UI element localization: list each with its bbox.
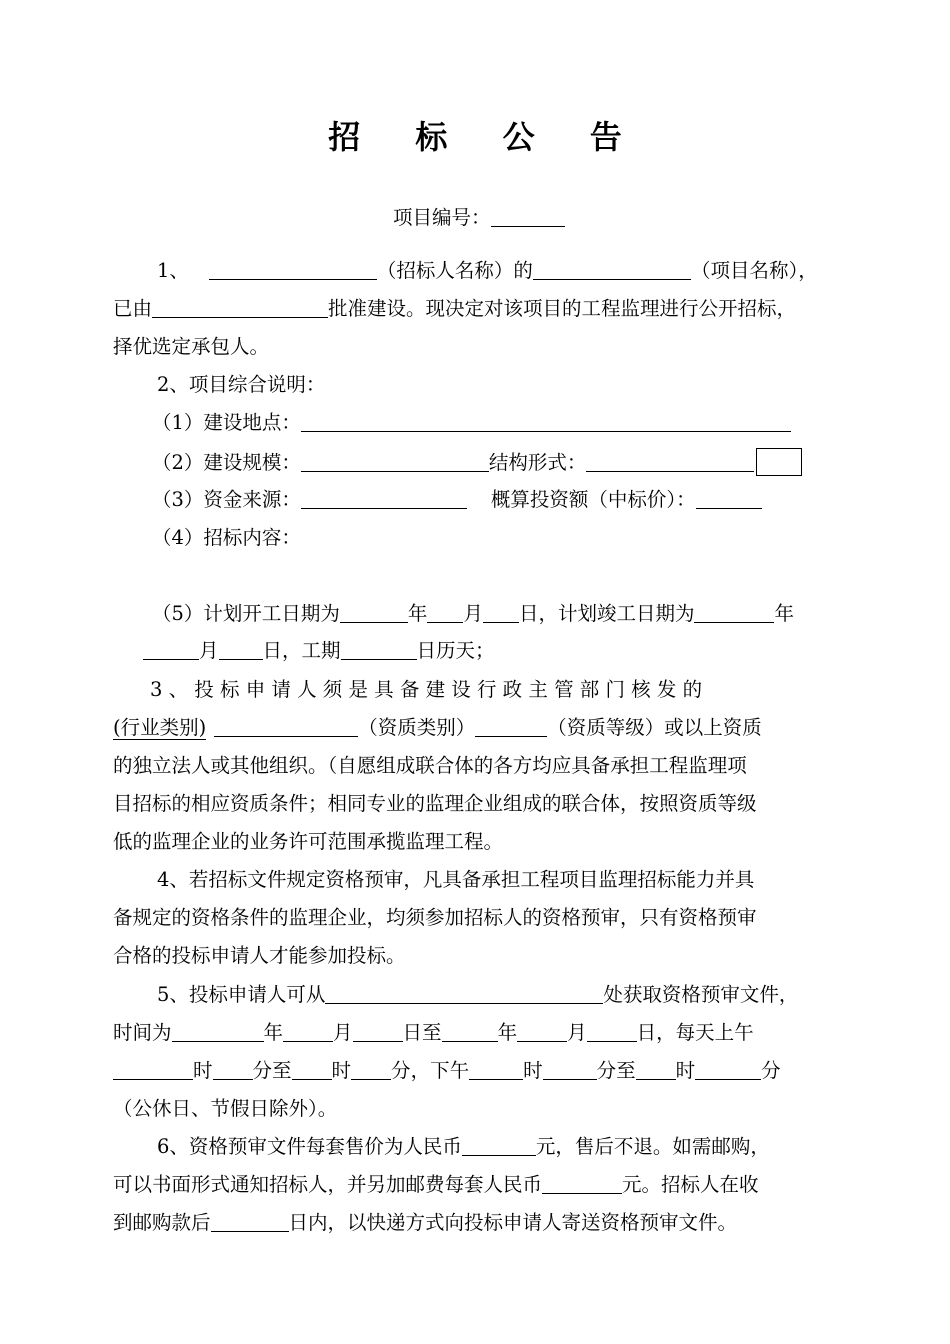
from-day-blank: [353, 1021, 403, 1042]
section-3-line-3: 的独立法人或其他组织。（自愿组成联合体的各方均应具备承担工程监理项: [113, 754, 747, 777]
finish-day-blank: [219, 639, 263, 660]
scale-blank: [301, 451, 489, 472]
month-label: 月: [567, 1021, 587, 1044]
minute-label: 分: [391, 1059, 411, 1082]
month-label: 月: [333, 1021, 353, 1044]
section-4-line-2: 备规定的资格条件的监理企业，均须参加招标人的资格预审，只有资格预审: [113, 906, 757, 929]
funding-blank: [301, 488, 467, 509]
year-label: 年: [774, 602, 794, 625]
daily-am-label: ，每天上午: [656, 1021, 754, 1044]
from-year-blank: [172, 1021, 264, 1042]
schedule-line-1: [152, 601, 912, 627]
section-6-line-3: [113, 1210, 873, 1236]
approved-by-label: 已由: [113, 297, 153, 320]
section-6-line-1: [157, 1134, 917, 1160]
am-end-hour-blank: [292, 1059, 332, 1080]
s1-prefix: 1、: [157, 259, 189, 282]
schedule-line-2: [143, 638, 903, 664]
section-2-heading: 2、项目综合说明：: [157, 373, 326, 396]
to-label: 日至: [402, 1021, 442, 1044]
am-end-min-blank: [351, 1059, 391, 1080]
year-label: 年: [407, 602, 428, 625]
postage-suffix: 元。招标人在收: [622, 1173, 759, 1196]
qual-type-label: （资质类别）: [358, 716, 476, 739]
location-line: [152, 410, 912, 436]
month-label: 月: [199, 639, 219, 662]
month-label: 月: [463, 602, 483, 625]
project-number-label: 项目编号：: [393, 206, 491, 229]
mail-suffix: 日内，以快递方式向投标申请人寄送资格预审文件。: [288, 1211, 738, 1234]
section-1-line-1: [157, 258, 877, 284]
postage-blank: [542, 1173, 622, 1194]
structure-box: [756, 448, 802, 476]
content-line: （4）招标内容：: [152, 526, 301, 549]
approval-text: 批准建设。现决定对该项目的工程监理进行公开招标，: [328, 297, 797, 320]
pm-start-min-blank: [543, 1059, 597, 1080]
day-label: 日: [518, 602, 539, 625]
section-1-line-3: 择优选定承包人。: [113, 335, 270, 358]
section-6-line-2: [113, 1172, 873, 1198]
qual-type-blank: [475, 716, 547, 737]
tenderer-name-label: （招标人名称）的: [376, 259, 533, 282]
hour-label: 时: [675, 1059, 696, 1082]
to-day-blank: [587, 1021, 637, 1042]
investment-label: 概算投资额（中标价）：: [490, 488, 696, 511]
hour-label: 时: [331, 1059, 352, 1082]
hour-label: 时: [193, 1059, 213, 1082]
price-blank: [462, 1135, 536, 1156]
schedule-finish-label: ，计划竣工日期为: [538, 602, 695, 625]
day-label: 日: [262, 639, 283, 662]
section-4-line-1: 4、若招标文件规定资格预审，凡具备承担工程项目监理招标能力并具: [157, 868, 755, 891]
price-label: 6、资格预审文件每套售价为人民币: [157, 1135, 462, 1158]
from-month-blank: [283, 1021, 333, 1042]
section-3-line-5: 低的监理企业的业务许可范围承揽监理工程。: [113, 830, 504, 853]
project-name-label: （项目名称），: [690, 259, 818, 282]
section-5-line-1: [157, 982, 917, 1008]
schedule-start-label: （5）计划开工日期为: [152, 602, 340, 625]
minute-to-label: 分至: [596, 1059, 636, 1082]
to-month-blank: [517, 1021, 567, 1042]
year-label: 年: [263, 1021, 284, 1044]
structure-blank: [586, 451, 754, 472]
section-3-line-2: [113, 715, 873, 741]
calendar-days-label: 日历天；: [416, 639, 495, 662]
day-label: 日: [636, 1021, 657, 1044]
time-label: 时间为: [113, 1021, 172, 1044]
price-suffix: 元，售后不退。如需邮购，: [535, 1135, 770, 1158]
pm-label: ，下午: [410, 1059, 470, 1082]
investment-blank: [696, 488, 762, 509]
postage-label: 可以书面形式通知招标人，并另加邮费每套人民币: [113, 1173, 543, 1196]
scale-line: [152, 448, 912, 476]
start-year-blank: [340, 602, 408, 623]
finish-year-blank: [694, 602, 774, 623]
mail-days-blank: [211, 1211, 289, 1232]
section-5-line-4: （公休日、节假日除外）。: [113, 1097, 338, 1120]
pm-end-min-blank: [695, 1059, 761, 1080]
duration-blank: [341, 639, 417, 660]
to-year-blank: [442, 1021, 498, 1042]
obtain-location-blank: [325, 983, 603, 1004]
section-3-line-1: 3 、 投 标 申 请 人 须 是 具 备 建 设 行 政 主 管 部 门 核 发 的: [150, 678, 703, 701]
minute-to-label: 分至: [252, 1059, 292, 1082]
section-3-line-4: 目招标的相应资质条件；相同专业的监理企业组成的联合体，按照资质等级: [113, 792, 757, 815]
approval-authority-blank: [152, 297, 328, 318]
location-label: （1）建设地点：: [152, 411, 301, 434]
section-5-line-2: [113, 1020, 873, 1046]
industry-blank: [214, 716, 358, 737]
am-start-hour-blank: [113, 1059, 193, 1080]
funding-line: [152, 487, 912, 513]
section-4-line-3: 合格的投标申请人才能参加投标。: [113, 944, 406, 967]
duration-label: ，工期: [282, 639, 341, 662]
start-month-blank: [427, 602, 463, 623]
scale-label: （2）建设规模：: [152, 451, 301, 474]
industry-label: (行业类别): [113, 716, 207, 739]
section-5-line-3: [113, 1058, 873, 1084]
pm-end-hour-blank: [636, 1059, 676, 1080]
am-start-min-blank: [213, 1059, 253, 1080]
section-1-line-2: [113, 296, 873, 322]
qual-level-label: （资质等级）或以上资质: [547, 716, 762, 739]
start-day-blank: [483, 602, 519, 623]
project-number-blank: [491, 206, 565, 227]
minute-label: 分: [761, 1059, 781, 1082]
project-name-blank: [533, 259, 691, 280]
hour-label: 时: [523, 1059, 543, 1082]
finish-month-blank: [143, 639, 199, 660]
year-label: 年: [497, 1021, 518, 1044]
structure-label: 结构形式：: [488, 451, 587, 474]
s5-prefix: 5、投标申请人可从: [157, 983, 326, 1006]
funding-label: （3）资金来源：: [152, 488, 301, 511]
mail-label: 到邮购款后: [113, 1211, 211, 1234]
s5-suffix: 处获取资格预审文件，: [603, 983, 799, 1006]
page-title: 招 标 公 告: [328, 118, 644, 156]
project-number-line: [393, 205, 693, 231]
tenderer-name-blank: [209, 259, 377, 280]
pm-start-hour-blank: [469, 1059, 523, 1080]
location-blank: [301, 411, 791, 432]
